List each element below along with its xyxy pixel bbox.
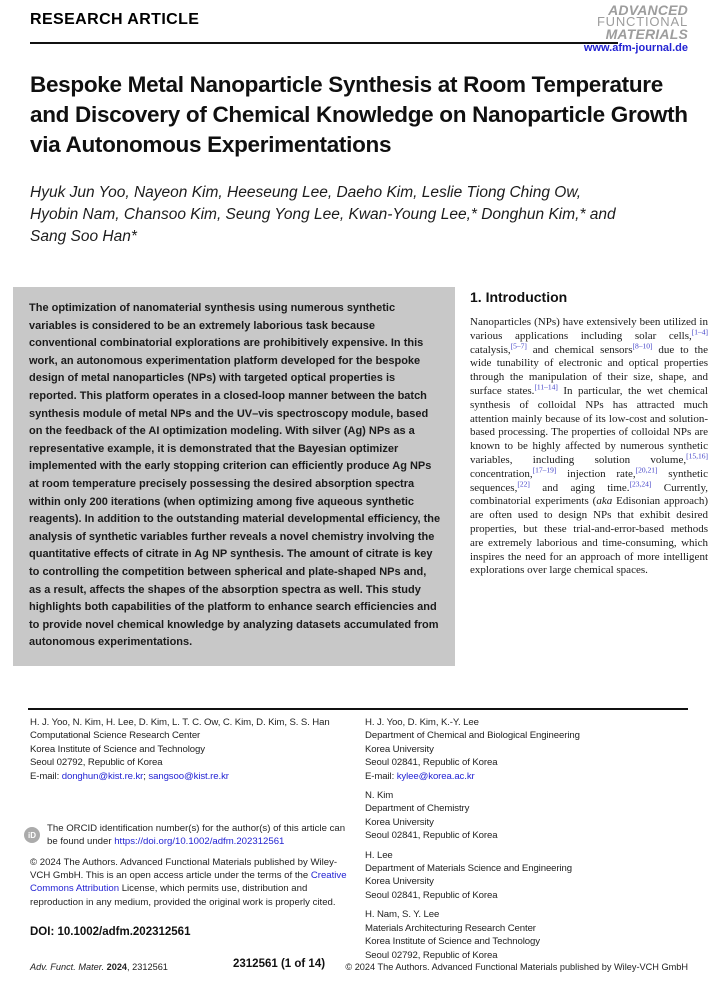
- affiliation-line: Korea University: [365, 816, 434, 828]
- article-title: Bespoke Metal Nanoparticle Synthesis at Room Temperature and Discovery of Chemical Knowledge on Nanoparticle Growth via Autonomous Experimentations: [30, 72, 688, 157]
- affiliation-column-right: [365, 716, 695, 968]
- affiliation-line: Korea Institute of Science and Technology: [30, 743, 205, 755]
- text-segment: E-mail:: [30, 770, 62, 782]
- text-segment: synthetic sequences,: [470, 467, 708, 494]
- affiliation-line: Seoul 02792, Republic of Korea: [30, 757, 163, 769]
- citation-reference[interactable]: [23,24]: [629, 478, 652, 488]
- citation-reference[interactable]: [17–19]: [532, 465, 557, 475]
- text-segment: injection rate,: [556, 467, 636, 480]
- text-segment: and aging time.: [529, 481, 630, 494]
- affiliation-email: [365, 770, 695, 783]
- citation-reference[interactable]: [5–7]: [510, 340, 527, 350]
- affiliation-line: Seoul 02841, Republic of Korea: [365, 830, 498, 842]
- license-note: [30, 856, 354, 909]
- text-segment: In particular, the wet chemical synthesis of colloidal NPs has attracted much attention mainly because of its low-cost and solution-based processing. The properties of colloidal NPs are known to be highly affected by numerous synthetic variables, including solution volume,: [470, 384, 708, 466]
- affiliation-line: Department of Chemical and Biological Engineering: [365, 730, 580, 742]
- journal-website-link[interactable]: www.afm-journal.de: [583, 42, 688, 54]
- affiliation-email: [30, 770, 365, 783]
- text-segment: concentration,: [470, 467, 533, 480]
- affiliation-authors: N. Kim: [365, 790, 394, 802]
- affiliation-block: [365, 716, 695, 783]
- inline-link[interactable]: https://doi.org/10.1002/adfm.202312561: [114, 836, 285, 848]
- bold-text: 2024: [106, 962, 128, 972]
- journal-logo-line1: ADVANCED: [608, 2, 688, 18]
- affiliation-authors: H. Lee: [365, 849, 393, 861]
- text-segment: E-mail:: [365, 770, 397, 782]
- affiliation-divider: [28, 708, 688, 710]
- affiliation-line: Department of Chemistry: [365, 803, 470, 815]
- footer-page-number: 2312561 (1 of 14): [233, 958, 326, 970]
- journal-logo-line3: MATERIALS: [605, 26, 688, 42]
- affiliation-line: Materials Architecturing Research Center: [365, 922, 536, 934]
- affiliation-authors: H. Nam, S. Y. Lee: [365, 909, 440, 921]
- affiliation-block: [30, 716, 365, 783]
- orcid-note: [47, 822, 354, 848]
- affiliation-line: Department of Materials Science and Engineering: [365, 863, 573, 875]
- abstract-panel: [13, 287, 455, 666]
- affiliation-column-left: [30, 716, 365, 789]
- text-segment: Edisonian approach) are often used to design NPs that exhibit desired properties, but these trial-and-error-based methods are extremely laborious and time-consuming, which inspires the need for an approach of more intelligent explorations over large chemical spaces.: [470, 495, 708, 577]
- journal-logo: [597, 4, 688, 40]
- text-segment: catalysis,: [470, 343, 511, 356]
- text-segment: © 2024 The Authors. Advanced Functional Materials published by Wiley-VCH GmbH. This is an open access article under the terms of the: [30, 857, 338, 882]
- text-segment: Currently, combinatorial experiments (: [470, 481, 708, 508]
- affiliation-line: Korea University: [365, 743, 434, 755]
- affiliation-line: Seoul 02841, Republic of Korea: [365, 757, 498, 769]
- affiliation-block: [365, 849, 695, 903]
- affiliation-line: Seoul 02792, Republic of Korea: [365, 949, 498, 961]
- affiliation-block: [365, 908, 695, 962]
- affiliation-block: [365, 789, 695, 843]
- abstract-text: The optimization of nanomaterial synthesis using numerous synthetic variables is considered to be an extremely laborious task because conventional combinatorial explorations are prohibitively expensive. In this work, an autonomous experimentation platform developed for the bespoke design of metal nanoparticles (NPs) with targeted optical properties is reported. This platform operates in a closed-loop manner between the batch synthesis module of metal NPs and the UV–vis spectroscopy module, based on the feedback of the AI optimization modeling. With silver (Ag) NPs as a representative example, it is demonstrated that the Bayesian optimizer implemented with the early stopping criterion can efficiently produce Ag NPs at room temperature precisely possessing the desired absorption spectra within only 200 iterations (when optimizing among five aqueous synthetic reagents). In addition to the outstanding material developmental efficiency, the analysis of synthetic variables further reveals a novel chemistry involving the quantitative effects of citrate in Ag NP synthesis. The amount of citrate is key to controlling the competition between spherical and plate-shaped NPs and, as a result, affects the shapes of the absorption spectra as well. This study highlights both capabilities of the platform to enhance search efficiencies and to provide novel chemical knowledge by analyzing datasets accumulated from autonomous experimentations.: [29, 302, 441, 649]
- section-heading: 1. Introduction: [470, 289, 568, 305]
- introduction-paragraph: [470, 316, 708, 578]
- citation-reference[interactable]: [22]: [517, 478, 530, 488]
- text-segment: Nanoparticles (NPs) have extensively been utilized in various applications including solar cells,: [470, 316, 708, 342]
- text-segment: due to the wide tunability of electronic and optical properties through the manipulation of their size, shape, and surface states.: [470, 343, 708, 397]
- affiliation-line: Seoul 02841, Republic of Korea: [365, 889, 498, 901]
- author-list: Hyuk Jun Yoo, Nayeon Kim, Heeseung Lee, Daeho Kim, Leslie Tiong Ching Ow, Hyobin Nam, Chansoo Kim, Seung Yong Lee, Kwan-Young Lee,* Donghun Kim,* and Sang Soo Han*: [30, 184, 616, 245]
- text-segment: License, which permits use, distribution and reproduction in any medium, provided the original work is properly cited.: [30, 883, 336, 908]
- text-segment: The ORCID identification number(s) for the author(s) of this article can be found under: [47, 823, 346, 848]
- footer-copyright: © 2024 The Authors. Advanced Functional Materials published by Wiley-VCH GmbH: [345, 962, 688, 972]
- introduction-section: [470, 289, 708, 578]
- affiliation-line: Korea Institute of Science and Technology: [365, 936, 540, 948]
- italic-text: Adv. Funct. Mater.: [30, 962, 107, 972]
- italic-text: aka: [596, 495, 613, 508]
- affiliation-authors: H. J. Yoo, N. Kim, H. Lee, D. Kim, L. T. C. Ow, C. Kim, D. Kim, S. S. Han: [30, 717, 330, 728]
- citation-reference[interactable]: [8–10]: [632, 340, 653, 350]
- footer-citation: [30, 962, 168, 972]
- affiliation-line: Korea University: [365, 876, 434, 888]
- text-segment: and chemical sensors: [526, 343, 633, 356]
- orcid-icon: iD: [24, 827, 40, 843]
- article-type-label: RESEARCH ARTICLE: [30, 11, 200, 28]
- citation-reference[interactable]: [11–14]: [534, 382, 558, 392]
- citation-reference[interactable]: [20,21]: [635, 465, 658, 475]
- inline-link[interactable]: kylee@korea.ac.kr: [396, 770, 475, 782]
- citation-reference[interactable]: [15,16]: [686, 451, 708, 461]
- inline-link[interactable]: donghun@kist.re.kr: [61, 770, 144, 782]
- text-segment: ;: [143, 770, 149, 782]
- orcid-note-row: [24, 822, 354, 848]
- citation-reference[interactable]: [1–4]: [691, 327, 708, 337]
- doi-line: DOI: 10.1002/adfm.202312561: [30, 926, 191, 938]
- text-segment: , 2312561: [127, 962, 168, 972]
- header-divider: [30, 42, 618, 44]
- inline-link[interactable]: sangsoo@kist.re.kr: [148, 770, 229, 782]
- inline-link[interactable]: Creative Commons Attribution: [30, 870, 347, 895]
- affiliation-line: Computational Science Research Center: [30, 730, 201, 742]
- affiliation-authors: H. J. Yoo, D. Kim, K.-Y. Lee: [365, 717, 479, 728]
- journal-logo-line2: FUNCTIONAL: [596, 14, 688, 29]
